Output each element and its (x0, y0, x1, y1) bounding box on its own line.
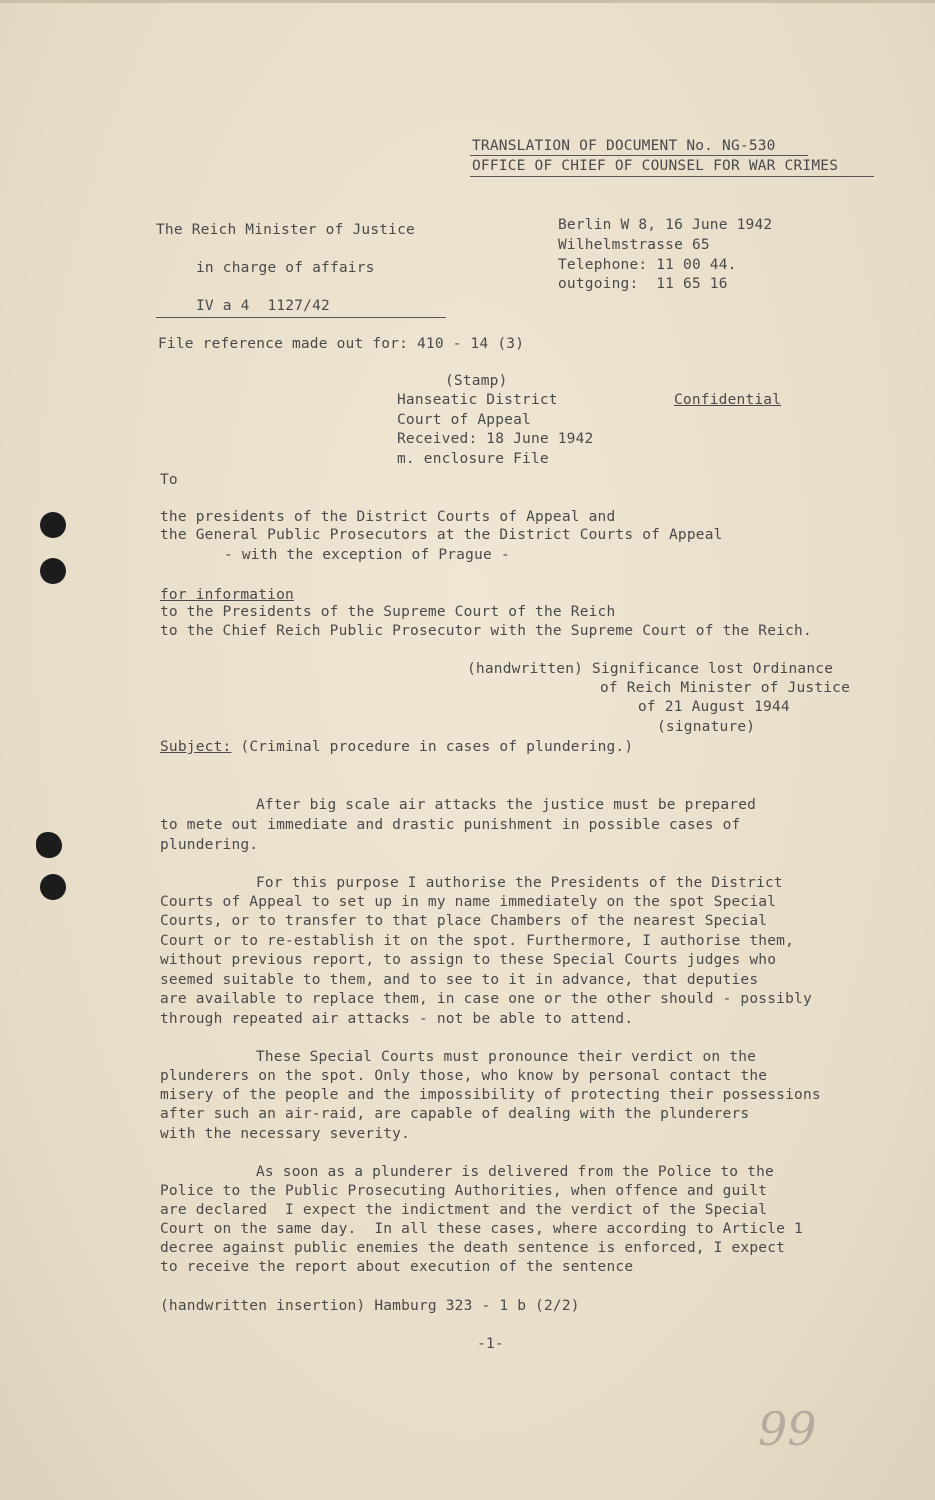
para4-line-5: decree against public enemies the death sentence is enforced, I expect (160, 1240, 786, 1256)
subject-text: (Criminal procedure in cases of plundering.) (231, 739, 634, 755)
address-line-1: Berlin W 8, 16 June 1942 (558, 217, 773, 233)
address-line-4: outgoing: 11 65 16 (558, 276, 728, 292)
sender-reference: IV a 4 1127/42 (196, 298, 330, 314)
sender-line-1: The Reich Minister of Justice (156, 222, 415, 238)
recipients-line-2: the General Public Prosecutors at the District Courts of Appeal (160, 527, 723, 543)
subject-line (160, 738, 633, 758)
para1-line-2: to mete out immediate and drastic punishment in possible cases of (160, 817, 741, 833)
para4-line-4: Court on the same day. In all these cases, where according to Article 1 (160, 1221, 803, 1237)
handwritten-note-line-4: (signature) (657, 719, 756, 735)
para2-line-7: are available to replace them, in case one or the other should - possibly (160, 991, 812, 1007)
para2-line-8: through repeated air attacks - not be able to attend. (160, 1011, 634, 1027)
handwritten-insertion: (handwritten insertion) Hamburg 323 - 1 b (2/2) (160, 1298, 580, 1314)
header-rule-2 (470, 176, 874, 177)
header-line-2: OFFICE OF CHIEF OF COUNSEL FOR WAR CRIMES (472, 158, 839, 174)
info-label: for information (160, 587, 294, 603)
recipients-line-3: - with the exception of Prague - (224, 547, 510, 563)
handwritten-note-line-2: of Reich Minister of Justice (600, 680, 851, 696)
para4-line-3: are declared I expect the indictment and the verdict of the Special (160, 1202, 768, 1218)
para2-line-2: Courts of Appeal to set up in my name immediately on the spot Special (160, 894, 777, 910)
subject-label: Subject: (160, 739, 232, 755)
page-top-edge (0, 0, 935, 3)
para3-line-2: plunderers on the spot. Only those, who know by personal contact the (160, 1068, 768, 1084)
para2-line-6: seemed suitable to them, and to see to it in advance, that deputies (160, 972, 759, 988)
sender-line-2: in charge of affairs (196, 260, 375, 276)
para4-line-6: to receive the report about execution of the sentence (160, 1259, 634, 1275)
stamp-line-5: m. enclosure File (397, 451, 549, 467)
para3-line-5: with the necessary severity. (160, 1126, 411, 1142)
punch-hole-4 (40, 874, 66, 900)
header-rule-1 (470, 155, 808, 156)
para3-line-1: These Special Courts must pronounce their verdict on the (256, 1049, 757, 1065)
stamp-line-1: (Stamp) (445, 373, 508, 389)
info-line-2: to the Chief Reich Public Prosecutor with the Supreme Court of the Reich. (160, 623, 812, 639)
para2-line-3: Courts, or to transfer to that place Chambers of the nearest Special (160, 913, 768, 929)
para2-line-5: without previous report, to assign to these Special Courts judges who (160, 952, 777, 968)
address-line-3: Telephone: 11 00 44. (558, 257, 737, 273)
handwritten-note-line-3: of 21 August 1944 (638, 699, 790, 715)
para2-line-1: For this purpose I authorise the Presidents of the District (256, 875, 783, 891)
page-number: -1- (477, 1336, 504, 1352)
punch-hole-3 (36, 832, 62, 858)
para2-line-4: Court or to re-establish it on the spot. Furthermore, I authorise them, (160, 933, 795, 949)
para4-line-2: Police to the Public Prosecuting Authorities, when offence and guilt (160, 1183, 768, 1199)
stamp-line-4: Received: 18 June 1942 (397, 431, 594, 447)
punch-hole-2 (40, 558, 66, 584)
stamp-line-2: Hanseatic District (397, 392, 558, 408)
file-reference: File reference made out for: 410 - 14 (3) (158, 336, 525, 352)
stamp-line-3: Court of Appeal (397, 412, 531, 428)
para4-line-1: As soon as a plunderer is delivered from the Police to the (256, 1164, 774, 1180)
info-line-1: to the Presidents of the Supreme Court of the Reich (160, 604, 616, 620)
para3-line-3: misery of the people and the impossibility of protecting their possessions (160, 1087, 821, 1103)
handwritten-page-mark: 99 (758, 1402, 817, 1456)
punch-hole-1 (40, 512, 66, 538)
para1-line-1: After big scale air attacks the justice must be prepared (256, 797, 757, 813)
header-line-1: TRANSLATION OF DOCUMENT No. NG-530 (472, 138, 776, 154)
confidential-label: Confidential (674, 392, 782, 408)
recipients-line-1: the presidents of the District Courts of Appeal and (160, 509, 616, 525)
para1-line-3: plundering. (160, 837, 259, 853)
address-line-2: Wilhelmstrasse 65 (558, 237, 710, 253)
para3-line-4: after such an air-raid, are capable of dealing with the plunderers (160, 1106, 750, 1122)
to-label: To (160, 472, 178, 488)
sender-rule (156, 317, 446, 318)
handwritten-note-line-1: (handwritten) Significance lost Ordinance (467, 661, 834, 677)
